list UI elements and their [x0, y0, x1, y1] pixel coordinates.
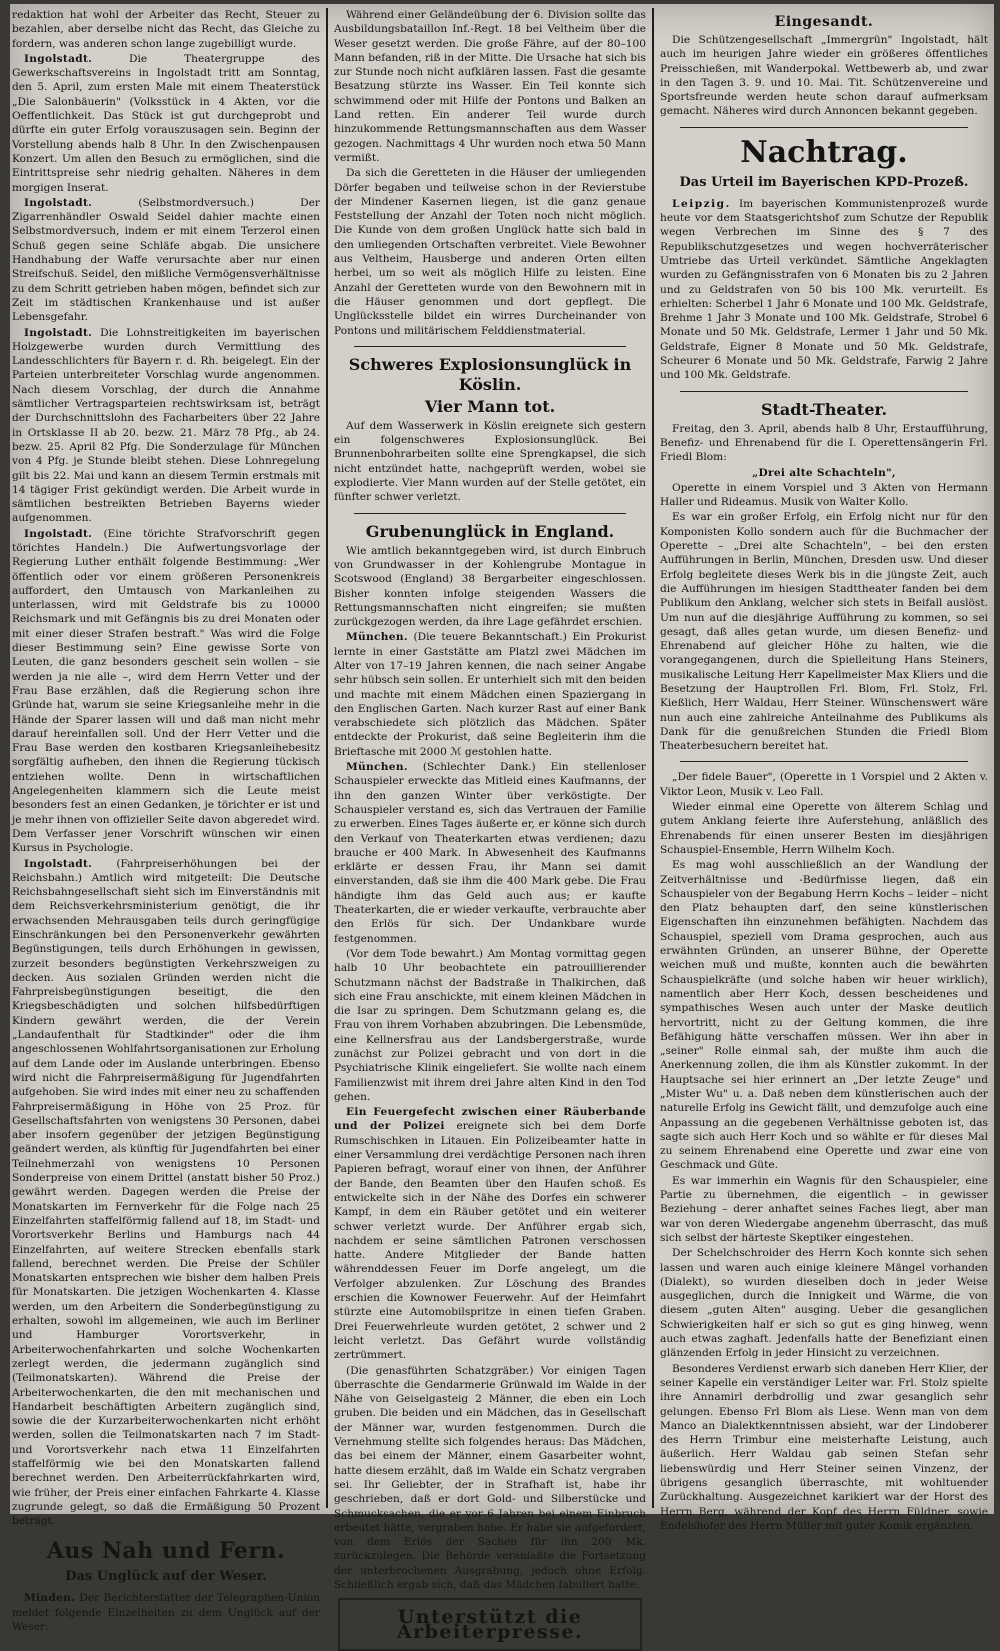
- dateline: München.: [346, 761, 408, 774]
- slogan-box: Unterstützt die Arbeiterpresse.: [338, 1598, 642, 1651]
- section-heading: Nachtrag.: [740, 134, 908, 170]
- article-text: (Selbstmordversuch.) Der Zigarrenhändler Oswald Seidel dahier machte einen Selbstmordversuch, indem er mit einem Terzerol einen Schuß gegen seine Schläfe abgab. Die unsichere Handhabung der Waffe verursachte aber nur einen Streifschuß. Seidel, den mißliche Vermögensverhältnisse zu dem Schritt getrieben haben mögen, befindet sich zur Zeit im städtischen Krankenhause und ist außer Lebensgefahr.: [12, 196, 320, 324]
- article-heading: Grubenunglück in England.: [365, 521, 615, 541]
- article-paragraph: [660, 197, 988, 383]
- article-paragraph: [12, 196, 320, 325]
- divider: [680, 391, 968, 392]
- dateline: München.: [346, 631, 408, 644]
- article-subheading: Vier Mann tot.: [424, 396, 556, 416]
- article-text: Es mag wohl ausschließlich an der Wandlung der Zeitverhältnisse und -Bedürfnisse liegen, daß ein Schauspieler von der Begabung Herrn Kochs – leider – nicht den Platz behaupten darf, den seine künstlerischen Eigenschaften ihn einzunehmen befähigten. Nachdem das Schauspiel, speziell vom Drama gesprochen, auch aus erwähnten Gründen, an unserer Bühne, der Operette weichen muß und mußte, konnten auch die bewährten Schauspielkräfte (und solche haben wir heuer wirklich), namentlich aber Herr Koch, dessen bescheidenes und sympathisches Wesen auch unter der Maske deutlich hervortritt, nicht zu der Geltung kommen, die ihre Befähigung hätte verschaffen müssen. Wer ihn aber in „seiner" Rolle einmal sah, der mußte ihm auch die Anerkennung zollen, die ihm als Künstler zukommt. In der Hauptsache sei hier erinnert an „Der letzte Zeuge" und „Mister Wu" u. a. Daß neben dem künstlerischen auch der naturelle Erfolg ins Gewicht fällt, und demzufolge auch eine Anpassung an die gegebenen Verhältnisse geboten ist, das sagte sich auch Herr Koch und so wählte er für dieses Mal zu seinem Ehrenabend eine Operette und zwar eine von Geschmack und Güte.: [660, 859, 988, 1172]
- section-heading: Eingesandt.: [774, 14, 874, 30]
- article-paragraph: [12, 52, 320, 195]
- divider: [354, 346, 626, 347]
- section-heading: Aus Nah und Fern.: [46, 1538, 286, 1565]
- play-title: „Drei alte Schachteln",: [752, 466, 896, 479]
- article-text: Es war ein großer Erfolg, ein Erfolg nicht nur für den Komponisten Kollo sondern auch für die Buchmacher der Operette – „Drei alte Schachteln", – bei den ersten Aufführungen in Berlin, München, Dresden usw. Und dieser Erfolg begleitete dieses Werk bis in die jüngste Zeit, auch die Aufführungen im hiesigen Stadttheater fanden bei dem Publikum den Anklang, welcher sich stets in Beifall auslöst. Um nun auf die diesjährige Aufführung zu kommen, so sei gesagt, daß alles getan wurde, um diesen Benefiz- und Ehrenabend auf gleicher Höhe zu halten, wie die vorangegangenen, durch die Spielleitung Hans Steiners, musikalische Leitung Herr Kapellmeister Max Kliers und die Besetzung der Hauptrollen Frl. Blom, Frl. Stolz, Frl. Kießlich, Herr Waldau, Herr Steiner. Wünschenswert wäre nun auch eine zahlreiche Anteilnahme des Publikums als Dank für die genußreichen Stunden die Friedl Blom Theaterbesuchern bereitet hat.: [660, 511, 988, 753]
- article-text: Es war immerhin ein Wagnis für den Schauspieler, eine Partie zu übernehmen, die eigentlich – in gewisser Beziehung – derer anhaftet seines Faches liegt, aber man war von deren Wiedergabe angenehm überrascht, das muß sich selbst der härteste Skeptiker eingestehen.: [660, 1174, 988, 1244]
- article-paragraph: [334, 1105, 646, 1362]
- column-middle: [334, 8, 646, 1643]
- article-text: Während einer Geländeübung der 6. Division sollte das Ausbildungsbataillon Inf.-Regt. 18 bei Veltheim über die Weser gesetzt werden. Die große Fähre, auf der 80–100 Mann befanden, riß in der Mitte. Die Ursache hat sich bis zur Stunde noch nicht aufklären lassen. Fast die gesamte Besatzung stürzte ins Wasser. Ein Teil konnte sich schwimmend oder mit Hilfe der Pontons und Balken an Land retten. Ein anderer Teil wurde durch hinzukommende Rettungsmannschaften aus dem Wasser gezogen. Nachmittags 4 Uhr wurden noch etwa 50 Mann vermißt.: [334, 9, 646, 164]
- article-paragraph: [12, 857, 320, 1529]
- article-paragraph: [12, 326, 320, 526]
- article-text: Der Berichterstatter der Telegraphen-Union meldet folgende Einzelheiten zu dem Unglück auf der Weser:: [12, 1592, 320, 1634]
- article-text: (Vor dem Tode bewahrt.) Am Montag vormittag gegen halb 10 Uhr beobachtete ein patrouillierender Schutzmann nächst der Badstraße in Thalkirchen, daß sich eine Frau anschickte, mit einem kleinen Mädchen in die Isar zu springen. Dem Schutzmann gelang es, die Frau von ihrem Vorhaben abzubringen. Die Lebensmüde, eine Kellnersfrau aus der Landsbergerstraße, wurde zunächst zur Polizei gebracht und von dort in die Psychiatrische Klinik eingeliefert. Sie wollte nach einem Familienzwist mit ihrem drei Jahre alten Kind in den Tod gehen.: [334, 947, 646, 1103]
- article-paragraph: [12, 527, 320, 856]
- dateline: Ein Feuergefecht zwischen einer Räuberbande und der Polizei: [334, 1106, 646, 1133]
- article-text: Auf dem Wasserwerk in Köslin ereignete sich gestern ein folgenschweres Explosionsunglück. Bei Brunnenbohrarbeiten sollte eine Sprengkapsel, die sich nicht entzündet hatte, nachgeprüft werden, wobei sie explodierte. Vier Mann wurden auf der Stelle getötet, ein fünfter schwer verletzt.: [334, 419, 646, 504]
- article-text: Die Theatergruppe des Gewerkschaftsvereins in Ingolstadt tritt am Sonntag, den 5. April, zum ersten Male mit einem Theaterstück „Die Salonbäuerin" (Volksstück in 4 Akten, vor die Oeffentlichkeit. Das Stück ist gut durchgeprobt und dürfte ein guter Erfolg vorauszusagen sein. Beginn der Vorstellung abends halb 8 Uhr. In den Zwischenpausen Konzert. Um allen den Besuch zu ermöglichen, sind die Eintrittspreise sehr niedrig gehalten. Näheres in dem morgigen Inserat.: [12, 52, 320, 194]
- article-text: „Der fidele Bauer", (Operette in 1 Vorspiel und 2 Akten v. Viktor Leon, Musik v. Leo Fall.: [660, 771, 988, 798]
- article-text: Wieder einmal eine Operette von älterem Schlag und gutem Anklang feierte ihre Auferstehung, anläßlich des Ehrenabends für einen unserer Besten im diesjährigen Schauspiel-Ensemble, Herrn Wilhelm Koch.: [660, 801, 988, 856]
- article-paragraph: [334, 760, 646, 946]
- dateline: Ingolstadt.: [24, 196, 93, 209]
- column-right: [660, 8, 988, 1532]
- divider: [680, 127, 968, 128]
- dateline: Ingolstadt.: [24, 326, 93, 339]
- article-text: Die Lohnstreitigkeiten im bayerischen Holzgewerbe wurden durch Vermittlung des Landesschlichters für Bayern r. d. Rh. beigelegt. Ein der Parteien unterbreiteter Vorschlag wurde angenommen. Nach diesem Vorschlag, der durch die Annahme sämtlicher Vertragsparteien rechtswirksam ist, beträgt der Durchschnittslohn des Facharbeiters über 22 Jahre in Ortsklasse II ab 20. bezw. 21. März 78 Pfg., ab 24. bezw. 25. April 82 Pfg. Die Sonderzulage für München von 4 Pfg. je Stunde bleibt stehen. Diese Lohnregelung gilt bis 22. Mai und kann an diesem Termin erstmals mit 14 tägiger Frist gekündigt werden. Die Arbeit wurde in sämtlichen bestreikten Betrieben Bayerns wieder aufgenommen.: [12, 326, 320, 525]
- divider: [354, 513, 626, 514]
- article-heading: Schweres Explosionsunglück in Köslin.: [348, 354, 632, 394]
- article-text: Besonderes Verdienst erwarb sich daneben Herr Klier, der seiner Kapelle ein verständiger Leiter war. Frl. Stolz spielte ihre Annamirl derbdrollig und zwar gesanglich sehr gelungen. Ebenso Frl Blom als Liese. Wenn man von dem Manco an Dialektkenntnissen absieht, war der Lindoberer des Herrn Trimbur eine meisterhafte Leistung, auch äußerlich. Herr Waldau gab seinen Stefan sehr liebenswürdig und Herr Steiner seinen Vinzenz, der übrigens gesanglich überraschte, mit wohltuender Zurückhaltung. Ausgezeichnet karikiert war der Horst des Herrn Berg, während der Kopf des Herrn Füldner, sowie Endelshofer des Herrn Müller mit guter Komik ergänzten.: [660, 1362, 988, 1532]
- article-paragraph: [334, 630, 646, 759]
- article-heading: Das Unglück auf der Weser.: [65, 1569, 267, 1585]
- article-text: (Fahrpreiserhöhungen bei der Reichsbahn.) Amtlich wird mitgeteilt: Die Deutsche Reichsbahngesellschaft sieht sich im Einverständnis mit dem Reichsverkehrsministerium genötigt, die ihr erwachsenden Mehrausgaben teils durch geringfügige Einschränkungen bei den Personenverkehr gewährten Begünstigungen, teils durch Erhöhungen in gewissen, zurzeit besonders begünstigten Verkehrszweigen zu decken. Aus sozialen Gründen werden nicht die Fahrpreisbegünstigungen beseitigt, die den Kriegsbeschädigten und solchen hilfsbedürftigen Kindern gewährt werden, die der Verein „Landaufenthalt für Stadtkinder" oder die ihm angeschlossenen Wohlfahrtsorganisationen zur Erholung auf dem Lande oder im Auslande unterbringen. Ebenso wird nicht die Fahrpreisermäßigung für Jugendfahrten aufgehoben. Sie wird indes mit einer neu zu schaffenden Fahrpreisermäßigung in Höhe von 25 Proz. für Gesellschaftsfahrten von wenigstens 30 Personen, dabei aber insofern gegenüber der jetzigen Begünstigung geändert werden, als künftig für Jugendfahrten bei einer Teilnehmerzahl von wenigstens 10 Personen Sonderpreise von einem Drittel (anstatt bisher 50 Proz.) gewährt werden. Dagegen werden die Preise der Monatskarten im Fernverkehr für die Folge nach 25 Einzelfahrten staffelförmig fallend auf 18, im Stadt- und Vorortsverkehr Berlins und Hamburgs nach 44 Einzelfahrten, auf weitere Strecken ebenfalls stark fallend, berechnet werden. Die Preise der Schüler Monatskarten entsprechen wie bisher dem halben Preis für Monatskarten. Die jetzigen Wochenkarten 4. Klasse werden, um den Arbeitern die Sonderbegünstigung zu erhalten, sowohl im allgemeinen, wie auch im Berliner und Hamburger Vorortsverkehr, in Arbeiterwochenfahrkarten und solche Wochenkarten zerlegt werden, die jedermann zugänglich sind (Teilmonatskarten). Während die Preise der Arbeiterwochenkarten, die den mit mechanischen und Handarbeit beschäftigten Arbeitern zugänglich sind, sowie die der Kurzarbeiterwochenkarten nicht erhöht werden, sollen die Teilmonatskarten nach 7 im Stadt- und Vorortsverkehr nach etwa 11 Einzelfahrten staffelförmig wie bei den Monatskarten fallend berechnet werden. Den Arbeiterrückfahrkarten wird, wie früher, der Preis einer einfachen Fahrkarte 4. Klasse zugrunde gelegt, so daß die Ermäßigung 50 Prozent beträgt.: [12, 857, 320, 1528]
- article-text: redaktion hat wohl der Arbeiter das Recht, Steuer zu bezahlen, aber derselbe nicht das Recht, das Gleiche zu fordern, was anderen schon lange zugebilligt wurde.: [12, 9, 320, 50]
- dateline: Ingolstadt.: [24, 52, 93, 65]
- dateline: Leipzig.: [672, 197, 731, 210]
- article-text: Der Schelchschroider des Herrn Koch konnte sich sehen lassen und waren auch einige kleinere Mängel vorhanden (Dialekt), so wurden dieselben doch in jeder Weise ausgeglichen, durch die Innigkeit und Wärme, die von diesem „guten Alten" ausging. Ueber die gesanglichen Schwierigkeiten half er sich so gut es ging hinweg, wenn auch etwas zaghaft. Jedenfalls hatte der Benefiziant einen glänzenden Erfolg in jeder Hinsicht zu verzeichnen.: [660, 1247, 988, 1360]
- dateline: Ingolstadt.: [24, 857, 93, 870]
- article-text: Da sich die Geretteten in die Häuser der umliegenden Dörfer begaben und teilweise schon in der Revierstube der Mindener Kasernen liegen, ist die ganz genaue Feststellung der Anzahl der Toten noch nicht möglich. Die Kunde von dem großen Unglück hatte sich bald in den umliegenden Ortschaften verbreitet. Viele Bewohner aus Veltheim, Hausberge und anderen Orten eilten herbei, um so weit als möglich Hilfe zu leisten. Eine Anzahl der Geretteten wurde von den Bewohnern mit in die Häuser genommen und dort gepflegt. Die Unglücksstelle bildet ein wirres Durcheinander von Pontons und militärischem Felddienstmaterial.: [334, 167, 646, 337]
- article-text: (Eine törichte Strafvorschrift gegen törichtes Handeln.) Die Aufwertungsvorlage der Regierung Luther enthält folgende Bestimmung: „Wer öffentlich oder vor einem größeren Personenkreis auffordert, den Umtausch von Markanleihen zu unterlassen, wird mit Geldstrafe bis zu 10000 Reichsmark und mit Gefängnis bis zu drei Monaten oder mit einer dieser Strafen bestraft." Was wird die Folge dieser Bestimmung sein? Eine gewisse Sorte von Leuten, die ganz besonders gescheit sein wollen – sie werden ja nie alle –, wird dem Herrn Vetter und der Frau Base erzählen, daß die Regierung schon ihre Gründe hat, warum sie seine Kriegsanleihe mehr in die Hände der Sparer lassen will und daß man nicht mehr darauf hereinfallen soll. Und der Herr Vetter und die Frau Base werden den kostbaren Kriegsanleihebesitz sorgfältig aufheben, den ihnen die Regierung tückisch entziehen wollte. Denn in wirtschaftlichen Angelegenheiten klammern sich die Leute meist besonders fest an einen Gedanken, je törichter er ist und je mehr ihnen von offizieller Seite davon abgeredet wird. Dem Verfasser jener Vorschrift wünschen wir einen Kursus in Psychologie.: [12, 527, 320, 855]
- article-text: ereignete sich bei dem Dorfe Rumschischken in Litauen. Ein Polizeibeamter hatte in einer Versammlung drei verdächtige Personen nach ihren Papieren befragt, worauf einer von ihnen, der Anführer der Bande, den Beamten über den Haufen schoß. Es entwickelte sich in der Nähe des Dorfes ein schwerer Kampf, in dem ein Räuber getötet und ein weiterer schwer verletzt wurde. Der Anführer ergab sich, nachdem er seine sämtlichen Patronen verschossen hatte. Andere Mitglieder der Bande hatten währenddessen Feuer im Dorfe angelegt, um die Verfolger abzulenken. Zur Löschung des Brandes erschien die Kownower Feuerwehr. Auf der Heimfahrt stürzte eine Automobilspritze in einen tiefen Graben. Drei Feuerwehrleute wurden getötet, 2 schwer und 2 leicht verletzt. Das Gefährt wurde vollständig zertrümmert.: [334, 1120, 646, 1362]
- article-text: Die Schützengesellschaft „Immergrün" Ingolstadt, hält auch im heurigen Jahre wieder ein größeres öffentliches Preisschießen, mit Wanderpokal. Wettbewerb ab, und zwar in den Tagen 3. 9. und 10. Mai. Tit. Schützenvereine und Sportsfreunde werden heute schon darauf aufmerksam gemacht. Näheres wird durch Annoncen bekannt gegeben.: [660, 34, 988, 118]
- article-text: Wie amtlich bekanntgegeben wird, ist durch Einbruch von Grundwasser in der Kohlengrube Montague in Scotswood (England) 38 Bergarbeiter eingeschlossen. Bisher konnten infolge steigenden Wassers die Rettungsmannschaften nicht eingreifen; sie mußten zurückgezogen werden, da ihre Lage gefährdet erschien.: [334, 544, 646, 629]
- article-text: Im bayerischen Kommunistenprozeß wurde heute vor dem Staatsgerichtshof zum Schutze der Republik wegen Verbrechen im Sinne des § 7 des Republikschutzgesetzes und wegen hochverräterischer Umtriebe das Urteil verkündet. Sämtliche Angeklagten wurden zu Gefängnisstrafen von 6 Monaten bis zu 2 Jahren und zu Geldstrafen von 50 bis 100 Mk. verurteilt. Es erhielten: Scherbel 1 Jahr 6 Monate und 100 Mk. Geldstrafe, Brehme 1 Jahr 3 Monate und 100 Mk. Geldstrafe, Strobel 6 Monate und 50 Mk. Geldstrafe, Lermer 1 Jahr und 50 Mk. Geldstrafe, Eigner 8 Monate und 50 Mk. Geldstrafe, Scheurer 6 Monate und 50 Mk. Geldstrafe, Farwig 2 Jahre und 100 Mk. Geldstrafe.: [660, 197, 988, 382]
- article-paragraph: [12, 1591, 320, 1634]
- article-text: (Schlechter Dank.) Ein stellenloser Schauspieler erweckte das Mitleid eines Kaufmanns, der ihn den ganzen Winter über verköstigte. Der Schauspieler verstand es, sich das Vertrauen der Familie zu erwerben. Eines Tages äußerte er, er könne sich durch den Verkauf von Theaterkarten etwas verdienen; dazu brauche er 400 Mark. In Abwesenheit des Kaufmanns erklärte er dessen Frau, ihr Mann sei damit einverstanden, daß sie ihm die 400 Mark gebe. Die Frau händigte ihm das Geld auch aus; er kaufte Theaterkarten, die er wieder verkaufte, verbrauchte aber den Erlös für sich. Der Undankbare wurde festgenommen.: [334, 761, 646, 945]
- dateline: Ingolstadt.: [24, 527, 93, 540]
- column-rule: [652, 8, 654, 1508]
- article-text: Operette in einem Vorspiel und 3 Akten von Hermann Haller und Rideamus. Musik von Walter Kollo.: [660, 481, 988, 509]
- article-text: Freitag, den 3. April, abends halb 8 Uhr, Erstaufführung, Benefiz- und Ehrenabend für die I. Operettensängerin Frl. Friedl Blom:: [660, 422, 988, 464]
- newspaper-page: [10, 4, 994, 1643]
- article-text: (Die genasführten Schatzgräber.) Vor einigen Tagen überraschte die Gendarmerie Grünwald im Walde in der Nähe von Geiselgasteig 2 Männer, die eben ein Loch gruben. Die beiden und ein Mädchen, das in Gesellschaft der Männer war, wurden festgenommen. Durch die Vernehmung stellte sich folgendes heraus: Das Mädchen, das bei einem der Männer, einem Gasarbeiter wohnt, hatte diesem erzählt, daß im Walde ein Schatz vergraben sei. Ihr Geliebter, der in Strafhaft ist, habe ihr geschrieben, daß er dort Gold- und Silberstücke und Schmucksachen, die er vor 6 Jahren bei einem Einbruch erbeutet hätte, vergraben habe. Er habe sie aufgefordert, von dem Erlös der Sachen für ihn 200 Mk. zurückzulegen. Die Behörde veranlaßte die Fortsetzung der unterbrochenen Ausgrabung, jedoch ohne Erfolg. Schließlich ergab sich, daß das Mädchen fabuliert hatte.: [334, 1364, 646, 1591]
- article-heading: Das Urteil im Bayerischen KPD-Prozeß.: [679, 174, 969, 190]
- article-text: (Die teuere Bekanntschaft.) Ein Prokurist lernte in einer Gaststätte am Platzl zwei Mädchen im Alter von 17–19 Jahren kennen, die nach seiner Angabe sehr hübsch sein sollen. Er unterhielt sich mit den beiden und machte mit einem Mädchen einen Spaziergang in den Englischen Garten. Nach kurzer Rast auf einer Bank verabschiedete sich plötzlich das Mädchen. Später entdeckte der Prokurist, daß seine Begleiterin ihm die Brieftasche mit 2000 ℳ gestohlen hatte.: [334, 631, 646, 758]
- divider: [680, 761, 968, 762]
- column-rule: [326, 8, 328, 1508]
- column-left: [12, 8, 320, 1634]
- dateline: Minden.: [24, 1592, 76, 1605]
- section-heading: Stadt-Theater.: [760, 399, 888, 419]
